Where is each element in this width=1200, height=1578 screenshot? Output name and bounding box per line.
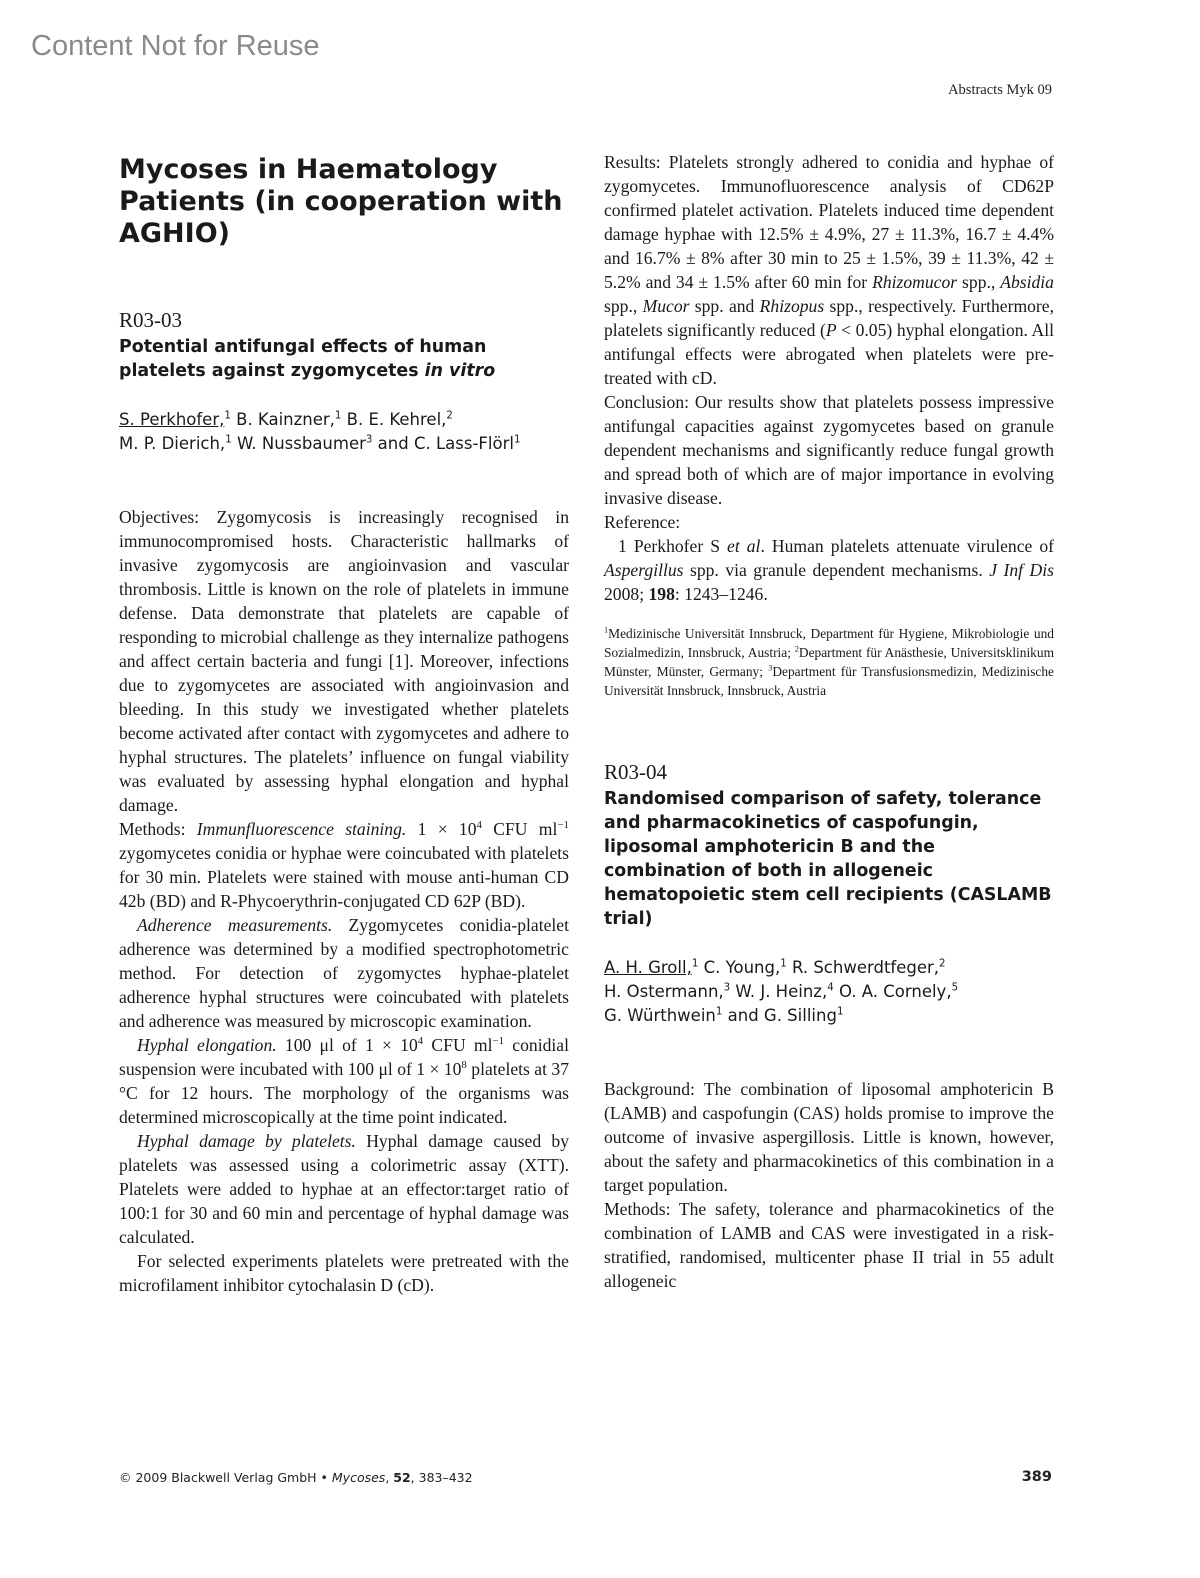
species-name: Mucor xyxy=(642,296,690,316)
objectives-paragraph: Objectives: Zygomycosis is increasingly recognised in immunocompromised hosts. Characteristic hallmarks of invasive zygomycosis are angioinvasion and vascular thrombosis. Little is known on the role of platelets in immune defense. Data demonstrate that platelets are capable of responding to microbial challenge as they internalize pathogens and affect certain bacteria and fungi [1]. Moreover, infections due to zygomycetes are associated with angioinvasion and bleeding. In this study we investigated whether platelets become activated after contact with zygomycetes and adhere to hyphal structures. The platelets’ influence on fungal viability was evaluated by assessing hyphal elongation and hyphal damage. xyxy=(119,507,569,815)
watermark: Content Not for Reuse xyxy=(31,30,320,62)
elongation-text: conidial suspension were incubated with 100 μl of 1 × 10 xyxy=(119,1035,569,1079)
ref-text: : 1243–1246. xyxy=(674,584,768,604)
affil-marker: 1 xyxy=(836,1006,844,1018)
p-value-symbol: P xyxy=(825,320,837,340)
running-head: Abstracts Myk 09 xyxy=(948,82,1052,98)
superscript: −1 xyxy=(557,819,569,832)
presenting-author: A. H. Groll, xyxy=(604,958,692,977)
damage-text: Hyphal damage caused by platelets was assessed using a colorimetric assay (XTT). Platelets were added to hyphae at an effector:target ratio of 100:1 for 30 and 60 min and percentage of hyphal damage was calculated. xyxy=(119,1131,569,1247)
results-text: spp., respectively. Furthermore, platelets significantly reduced ( xyxy=(604,296,1054,340)
separator: , xyxy=(385,1470,394,1485)
author: B. Kainzner, xyxy=(230,410,335,429)
abstract-id-r03-04: R03-04 xyxy=(604,760,667,784)
affil-marker: 1 xyxy=(334,410,342,422)
author-list-r03-03 xyxy=(119,408,569,456)
elongation-text: 100 μl of 1 × 10 xyxy=(276,1035,418,1055)
affiliation: Department für Transfusionsmedizin, Medizinische Universität Innsbruck, Innsbruck, Austria xyxy=(604,664,1054,698)
superscript: 8 xyxy=(461,1059,467,1072)
right-column xyxy=(604,150,1054,1293)
section-title: Mycoses in Haematology Patients (in cooperation with AGHIO) xyxy=(119,154,563,249)
affil-marker: 1 xyxy=(224,410,231,422)
damage-paragraph xyxy=(119,1129,569,1249)
affil-marker: 2 xyxy=(939,958,946,970)
author: G. Würthwein xyxy=(604,1006,716,1025)
adherence-paragraph xyxy=(119,913,569,1033)
abstract-id-r03-03: R03-03 xyxy=(119,308,182,332)
journal-name: Mycoses xyxy=(331,1470,386,1485)
author: B. E. Kehrel, xyxy=(341,410,447,429)
author: C. Young, xyxy=(698,958,781,977)
ref-text: spp. via granule dependent mechanisms. xyxy=(683,560,990,580)
author: R. Schwerdtfeger, xyxy=(786,958,940,977)
copyright: © 2009 Blackwell Verlag GmbH • xyxy=(119,1470,332,1485)
abstract-title-r03-04: Randomised comparison of safety, tolerance and pharmacokinetics of caspofungin, liposomal amphotericin B and the combination of both in allogeneic hematopoietic stem cell recipients (CASLAMB trial) xyxy=(604,789,1052,929)
reference-item xyxy=(604,534,1054,606)
volume: 52 xyxy=(393,1470,411,1485)
affiliation: Department für Anästhesie, Universitsklinikum Münster, Münster, Germany; xyxy=(604,645,1054,679)
affil-marker: 1 xyxy=(715,1006,723,1018)
methods-text: 1 × 10 xyxy=(406,819,477,839)
reference-label: Reference: xyxy=(604,512,681,532)
footer-citation xyxy=(119,1470,473,1485)
species-name: Rhizopus xyxy=(759,296,825,316)
elongation-text: platelets at 37 °C for 12 hours. The morphology of the organisms was determined microscopically at the time point indicated. xyxy=(119,1059,570,1127)
abstract-title-r03-03 xyxy=(119,335,569,383)
affil-marker: 1 xyxy=(604,625,609,635)
ref-volume: 198 xyxy=(648,584,675,604)
methods-text: zygomycetes conidia or hyphae were coincubated with platelets for 30 min. Platelets were stained with mouse anti-human CD 42b (BD) and R-Phycoerythrin-conjugated CD 62P (BD). xyxy=(119,843,569,911)
author: and C. Lass-Flörl xyxy=(372,434,514,453)
affil-marker: 1 xyxy=(513,434,521,446)
page-range: , 383–432 xyxy=(410,1470,473,1485)
adherence-italic: Adherence measurements. xyxy=(137,915,333,935)
damage-italic: Hyphal damage by platelets. xyxy=(137,1131,356,1151)
ref-species: Aspergillus xyxy=(604,560,684,580)
methods-italic: Immunfluorescence staining. xyxy=(196,819,407,839)
affil-marker: 2 xyxy=(794,644,799,654)
superscript: 4 xyxy=(476,819,482,832)
left-column xyxy=(119,150,569,1297)
presenting-author: S. Perkhofer, xyxy=(119,410,225,429)
methods-label: Methods: xyxy=(119,819,197,839)
ref-journal: J Inf Dis xyxy=(989,560,1054,580)
superscript: −1 xyxy=(492,1035,505,1048)
author: M. P. Dierich, xyxy=(119,434,226,453)
affil-marker: 5 xyxy=(951,982,959,994)
superscript: 4 xyxy=(417,1035,424,1048)
ref-text: 2008; xyxy=(604,584,649,604)
author-list-r03-04 xyxy=(604,956,1054,1028)
species-name: Absidia xyxy=(1000,272,1054,292)
affil-marker: 1 xyxy=(691,958,699,970)
affil-marker: 3 xyxy=(723,982,731,994)
conclusion-paragraph: Conclusion: Our results show that platelets possess impressive antifungal capacities against zygomycetes based on granule dependent mechanisms and significantly reduce fungal growth and spread both of which are of major importance in evolving invasive disease. xyxy=(604,392,1054,508)
author: W. J. Heinz, xyxy=(730,982,828,1001)
affil-marker: 1 xyxy=(225,434,232,446)
results-text: < 0.05) hyphal elongation. All antifungal effects were abrogated when platelets were pre-treated with cD. xyxy=(604,320,1055,388)
pretreat-paragraph: For selected experiments platelets were pretreated with the microfilament inhibitor cytochalasin D (cD). xyxy=(119,1251,569,1295)
elongation-italic: Hyphal elongation. xyxy=(137,1035,277,1055)
affiliations-r03-03 xyxy=(604,624,1054,700)
background-paragraph: Background: The combination of liposomal amphotericin B (LAMB) and caspofungin (CAS) holds promise to improve the outcome of invasive aspergillosis. Little is known, however, about the safety and pharmacokinetics of this combination in a target population. xyxy=(604,1079,1054,1195)
author: H. Ostermann, xyxy=(604,982,724,1001)
author: O. A. Cornely, xyxy=(833,982,952,1001)
affil-marker: 1 xyxy=(780,958,787,970)
author: and G. Silling xyxy=(722,1006,837,1025)
abstract-title-italic: in vitro xyxy=(424,361,496,381)
results-paragraph xyxy=(604,150,1054,390)
ref-text: . Human platelets attenuate virulence of xyxy=(760,536,1054,556)
ref-text: 1 Perkhofer S xyxy=(618,536,728,556)
elongation-paragraph xyxy=(119,1033,569,1129)
methods-text: CFU ml xyxy=(481,819,558,839)
abstract-title-text: Potential antifungal effects of human platelets against zygomycetes xyxy=(119,337,487,381)
affil-marker: 4 xyxy=(827,982,834,994)
affil-marker: 3 xyxy=(768,663,773,673)
affiliation: Medizinische Universität Innsbruck, Department für Hygiene, Mikrobiologie und Sozialmedizin, Innsbruck, Austria; xyxy=(604,626,1054,660)
results-text: spp., xyxy=(957,272,1001,292)
author: W. Nussbaumer xyxy=(231,434,366,453)
ref-etal: et al xyxy=(727,536,761,556)
adherence-text: Zygomycetes conidia-platelet adherence was determined by a modified spectrophotometric method. For detection of zygomyctes hyphae-platelet adherence hyphal structures were coincubated with platelets and adherence was measured by microscopic examination. xyxy=(119,915,569,1031)
results-text: spp., xyxy=(604,296,643,316)
affil-marker: 2 xyxy=(446,410,453,422)
elongation-text: CFU ml xyxy=(423,1035,493,1055)
results-text: spp. and xyxy=(689,296,760,316)
methods-paragraph-r03-04: Methods: The safety, tolerance and pharmacokinetics of the combination of LAMB and CAS were investigated in a risk-stratified, randomised, multicenter phase II trial in 55 adult allogeneic xyxy=(604,1199,1054,1291)
page-number: 389 xyxy=(1021,1469,1052,1485)
species-name: Rhizomucor xyxy=(872,272,958,292)
methods-paragraph xyxy=(119,817,569,913)
affil-marker: 3 xyxy=(365,434,373,446)
results-text: Results: Platelets strongly adhered to conidia and hyphae of zygomycetes. Immunofluorescence analysis of CD62P confirmed platelet activation. Platelets induced time dependent damage hyphae with 12.5% ± 4.9%, 27 ± 11.3%, 16.7 ± 4.4% and 16.7% ± 8% after 30 min to 25 ± 1.5%, 39 ± 11.3%, 42 ± 5.2% and 34 ± 1.5% after 60 min for xyxy=(604,152,1054,292)
